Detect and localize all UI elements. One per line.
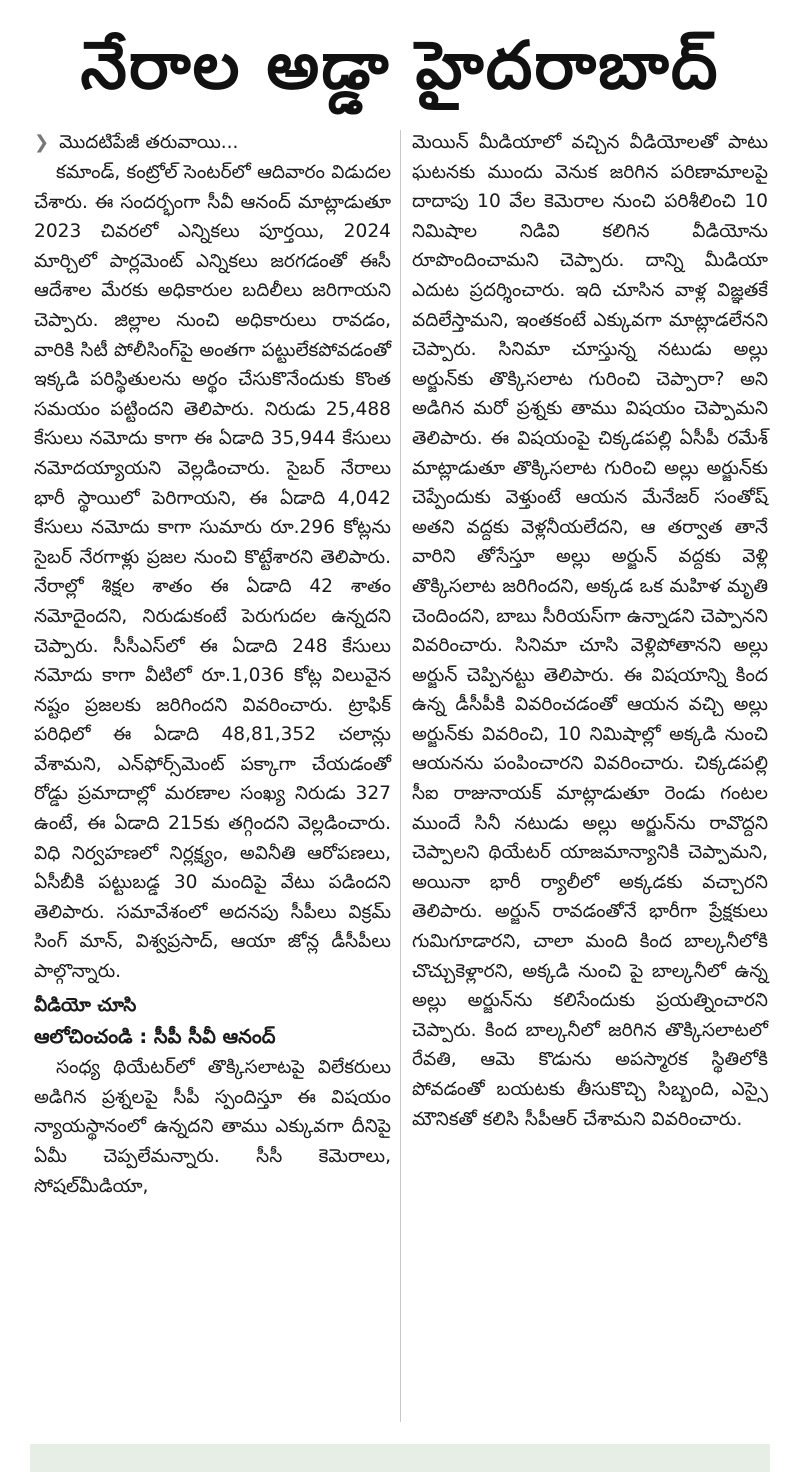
headline: నేరాల అడ్డా హైదరాబాద్ (80, 27, 720, 104)
article-paragraph: కమాండ్, కంట్రోల్ సెంటర్‌లో ఆదివారం విడుదల చేశారు. ఈ సందర్భంగా సీవీ ఆనంద్ మాట్లాడుతూ 2023 చివరలో ఎన్నికలు పూర్తయి, 2024 మార్చిలో పార్లమెంట్ ఎన్నికలు జరగడంతో ఈసీ ఆదేశాల మేరకు అధికారుల బదిలీలు జరిగాయని చెప్పారు. జిల్లాల నుంచి అధికారులు రావడం, వారికి సిటీ పోలీసింగ్‌పై అంతగా పట్టులేకపోవడంతో ఇక్కడి పరిస్థితులను అర్థం చేసుకొనేందుకు కొంత సమయం పట్టిందని తెలిపారు. నిరుడు 25,488 కేసులు నమోదు కాగా ఈ ఏడాది 35,944 కేసులు నమోదయ్యాయని వెల్లడించారు. సైబర్ నేరాలు భారీ స్థాయిలో పెరిగాయని, ఈ ఏడాది 4,042 కేసులు నమోదు కాగా సుమారు రూ.296 కోట్లను సైబర్ నేరగాళ్లు ప్రజల నుంచి కొట్టేశారని తెలిపారు. నేరాల్లో శిక్షల శాతం ఈ ఏడాది 42 శాతం నమోదైందని, నిరుడుకంటే పెరుగుదల ఉన్నదని చెప్పారు. సీసీఎస్‌లో ఈ ఏడాది 248 కేసులు నమోదు కాగా వీటిలో రూ.1,036 కోట్ల విలువైన నష్టం ప్రజలకు జరిగిందని వివరించారు. ట్రాఫిక్ పరిధిలో ఈ ఏడాది 48,81,352 చలాన్లు వేశామని, ఎన్‌ఫోర్స్‌మెంట్ పక్కాగా చేయడంతో రోడ్డు ప్రమాదాల్లో మరణాల సంఖ్య నిరుడు 327 ఉంటే, ఈ ఏడాది 215కు తగ్గిందని వెల్లడించారు. విధి నిర్వహణలో నిర్లక్ష్యం, అవినీతి ఆరోపణలు, ఏసీబీకి పట్టుబడ్డ 30 మందిపై వేటు పడిందని తెలిపారు. సమావేశంలో అదనపు సీపీలు విక్రమ్ సింగ్ మాన్, విశ్వప్రసాద్, ఆయా జోన్ల డీసీపీలు పాల్గొన్నారు. (34, 162, 391, 983)
bottom-band (30, 1444, 770, 1472)
article-paragraph: మెయిన్ మీడియాలో వచ్చిన వీడియోలతో పాటు ఘటనకు ముందు వెనుక జరిగిన పరిణామాలపై దాదాపు 10 వేల కెమెరాల నుంచి పరిశీలించి 10 నిమిషాల నిడివి కలిగిన వీడియోను రూపొందించామని చెప్పారు. దాన్ని మీడియా ఎదుట ప్రదర్శించారు. ఇది చూసిన వాళ్ల విజ్ఞతకే వదిలేస్తామని, ఇంతకంటే ఎక్కువగా మాట్లాడలేనని చెప్పారు. సినిమా చూస్తున్న నటుడు అల్లు అర్జున్‌కు తొక్కిసలాట గురించి చెప్పారా? అని అడిగిన మరో ప్రశ్నకు తాము విషయం చెప్పామని తెలిపారు. ఈ విషయంపై చిక్కడపల్లి ఏసీపీ రమేశ్ మాట్లాడుతూ తొక్కిసలాట గురించి అల్లు అర్జున్‌కు చెప్పేందుకు వెళ్తుంటే ఆయన మేనేజర్ సంతోష్ అతని వద్దకు వెళ్లనీయలేదని, ఆ తర్వాత తానే వారిని తోసేస్తూ అల్లు అర్జున్ వద్దకు వెళ్లి తొక్కిసలాట జరిగిందని, అక్కడ ఒక మహిళ మృతి చెందిందని, బాబు సీరియస్‌గా ఉన్నాడని చెప్పానని వివరించారు. సినిమా చూసి వెళ్లిపోతానని అల్లు అర్జున్ చెప్పినట్టు తెలిపారు. ఈ విషయాన్ని కింద ఉన్న డీసీపీకి వివరించడంతో ఆయన వచ్చి అల్లు అర్జున్‌కు వివరించి, 10 నిమిషాల్లో అక్కడి నుంచి ఆయనను పంపించారని వివరించారు. చిక్కడపల్లి సీఐ రాజునాయక్ మాట్లాడుతూ రెండు గంటల ముందే సినీ నటుడు అల్లు అర్జున్‌ను రావొద్దని చెప్పాలని థియేటర్ యాజమాన్యానికి చెప్పామని, అయినా భారీ ర్యాలీలో అక్కడకు వచ్చారని తెలిపారు. అర్జున్ రావడంతోనే భారీగా ప్రేక్షకులు గుమిగూడారని, చాలా మంది కింద బాల్కనీలోకి చొచ్చుకెళ్లారని, అక్కడి నుంచి పై బాల్కనీలో ఉన్న అల్లు అర్జున్‌ను కలిసేందుకు ప్రయత్నించారని చెప్పారు. కింద బాల్కనీలో జరిగిన తొక్కిసలాటలో రేవతి, ఆమె కొడును అపస్మారక స్థితిలోకి పోవడంతో బయటకు తీసుకొచ్చి సిబ్బంది, ఎస్సై మౌనికతో కలిసి సీపీఆర్ చేశామని వివరించారు. (412, 132, 768, 1130)
continuation-marker (34, 128, 391, 158)
left-column (34, 128, 391, 1201)
article-paragraph: సంధ్య థియేటర్‌లో తొక్కిసలాటపై విలేకరులు అడిగిన ప్రశ్నలపై సీపీ స్పందిస్తూ ఈ విషయం న్యాయస్థానంలో ఉన్నదని తాము ఎక్కువగా దీనిపై ఏమీ చెప్పలేమన్నారు. సీసీ కెమెరాలు, సోషల్‌మీడియా, (34, 1057, 391, 1197)
subheading: ఆలోచించండి : సీపీ సీవీ ఆనంద్ (34, 1025, 276, 1049)
right-column (412, 128, 768, 1134)
subheading: వీడియో చూసి (34, 994, 137, 1016)
continuation-text: మొదటిపేజీ తరువాయి... (59, 132, 239, 154)
chevron-right-icon: ❯ (34, 132, 50, 153)
column-divider (400, 130, 401, 1422)
